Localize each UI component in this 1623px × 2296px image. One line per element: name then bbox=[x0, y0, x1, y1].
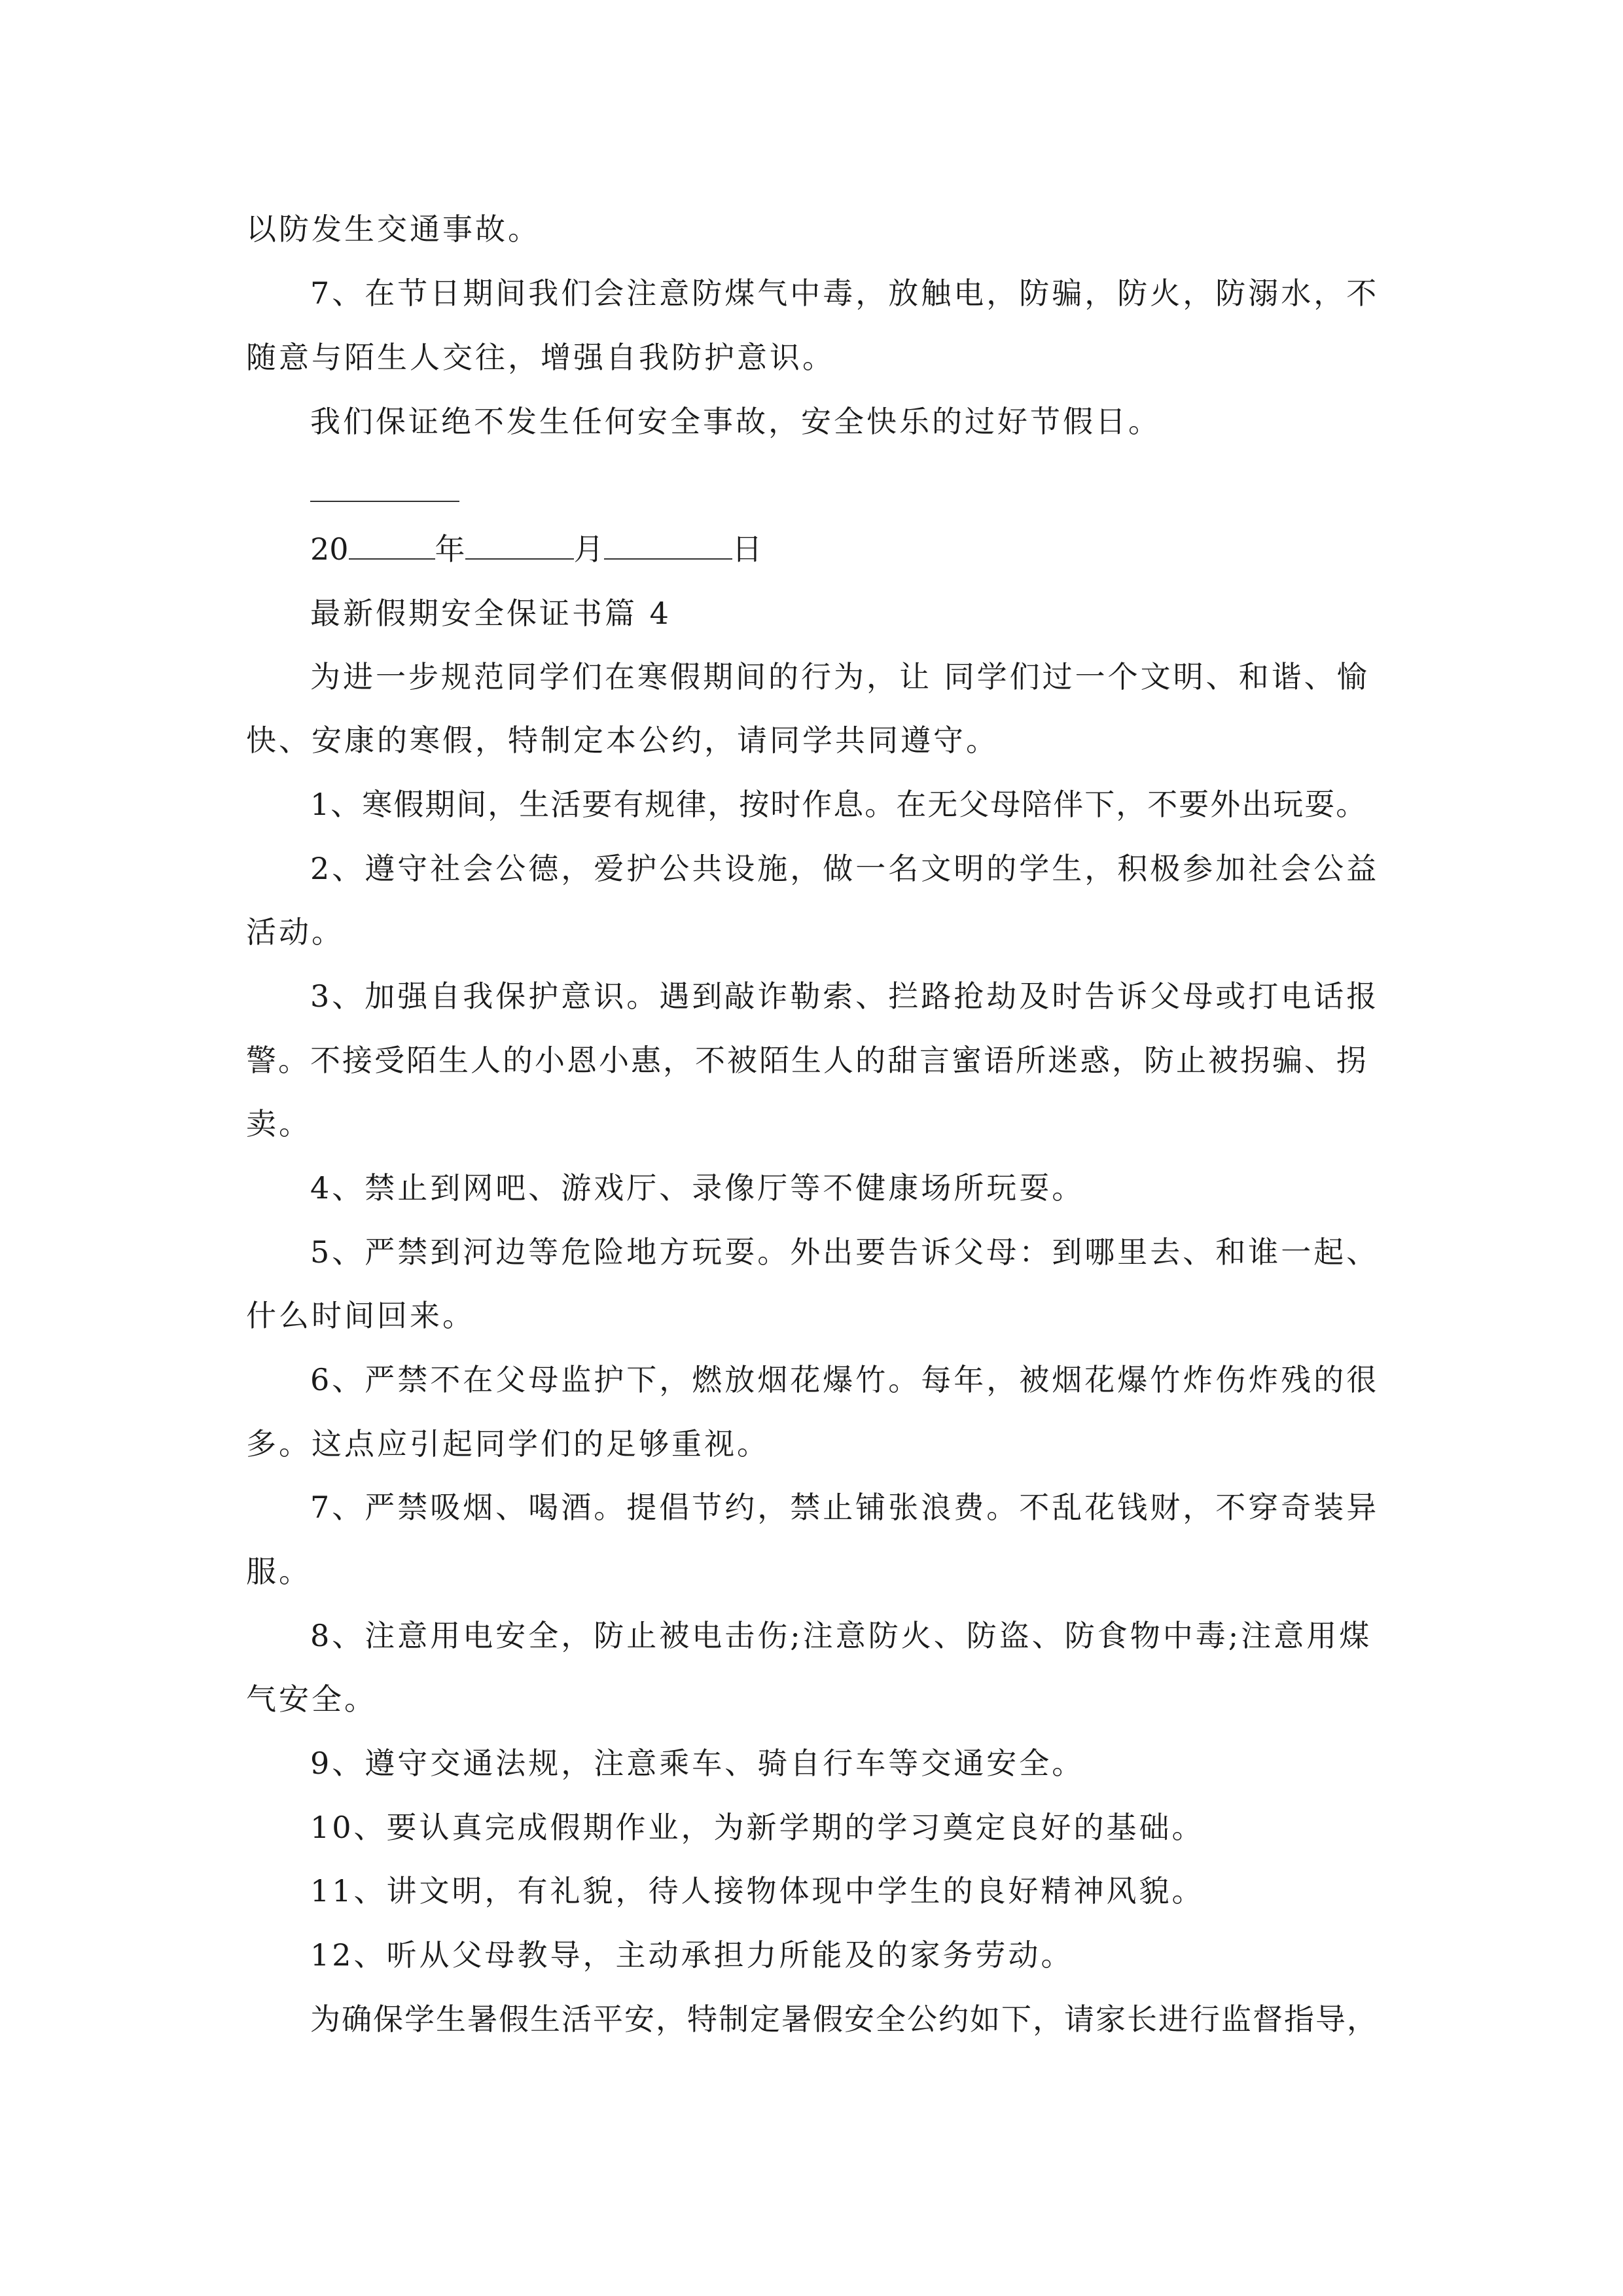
paragraph-line: 5、严禁到河边等危险地方玩耍。外出要告诉父母：到哪里去、和谁一起、 bbox=[310, 1234, 1380, 1270]
paragraph-line: 9、遵守交通法规，注意乘车、骑自行车等交通安全。 bbox=[310, 1746, 1085, 1781]
paragraph-line: 7、严禁吸烟、喝酒。提倡节约，禁止铺张浪费。不乱花钱财，不穿奇装异 bbox=[310, 1490, 1380, 1525]
paragraph-line: 快、安康的寒假，特制定本公约，请同学共同遵守。 bbox=[246, 723, 999, 758]
paragraph-line: 为进一步规范同学们在寒假期间的行为，让 同学们过一个文明、和谐、愉 bbox=[310, 659, 1370, 694]
paragraph-line: 4、禁止到网吧、游戏厅、录像厅等不健康场所玩耍。 bbox=[310, 1170, 1085, 1206]
date-month-label: 月 bbox=[573, 531, 604, 567]
paragraph-line: 8、注意用电安全，防止被电击伤;注意防火、防盗、防食物中毒;注意用煤 bbox=[310, 1618, 1372, 1653]
paragraph-line: 活动。 bbox=[246, 914, 344, 950]
date-day-label: 日 bbox=[732, 531, 762, 567]
month-blank bbox=[465, 529, 574, 560]
paragraph-line: 什么时间回来。 bbox=[246, 1298, 475, 1333]
section-title: 最新假期安全保证书篇 4 bbox=[310, 596, 671, 631]
date-year-label: 年 bbox=[435, 531, 465, 567]
paragraph-line: 6、严禁不在父母监护下，燃放烟花爆竹。每年，被烟花爆竹炸伤炸残的很 bbox=[310, 1362, 1380, 1397]
paragraph-line: 警。不接受陌生人的小恩小惠，不被陌生人的甜言蜜语所迷惑，防止被拐骗、拐 bbox=[246, 1043, 1368, 1078]
paragraph-line: 12、听从父母教导，主动承担力所能及的家务劳动。 bbox=[310, 1937, 1074, 1973]
day-blank bbox=[604, 529, 732, 560]
paragraph-line: 气安全。 bbox=[246, 1681, 377, 1717]
signature-blank bbox=[310, 501, 459, 502]
date-prefix: 20 bbox=[310, 531, 349, 567]
paragraph-line: 3、加强自我保护意识。遇到敲诈勒索、拦路抢劫及时告诉父母或打电话报 bbox=[310, 978, 1380, 1014]
date-line bbox=[310, 529, 762, 569]
paragraph-line: 随意与陌生人交往，增强自我防护意识。 bbox=[246, 340, 835, 375]
paragraph-line: 服。 bbox=[246, 1554, 312, 1589]
paragraph-line: 我们保证绝不发生任何安全事故，安全快乐的过好节假日。 bbox=[310, 404, 1161, 439]
year-blank bbox=[349, 529, 435, 560]
paragraph-line: 7、在节日期间我们会注意防煤气中毒，放触电，防骗，防火，防溺水，不 bbox=[310, 276, 1380, 311]
paragraph-line: 为确保学生暑假生活平安，特制定暑假安全公约如下，请家长进行监督指导， bbox=[310, 2001, 1378, 2037]
paragraph-line: 1、寒假期间，生活要有规律，按时作息。在无父母陪伴下，不要外出玩耍。 bbox=[310, 787, 1368, 822]
paragraph-line: 11、讲文明，有礼貌，待人接物体现中学生的良好精神风貌。 bbox=[310, 1873, 1205, 1909]
paragraph-line: 卖。 bbox=[246, 1106, 312, 1141]
paragraph-line: 以防发生交通事故。 bbox=[246, 211, 541, 247]
paragraph-line: 多。这点应引起同学们的足够重视。 bbox=[246, 1426, 770, 1462]
paragraph-line: 2、遵守社会公德，爱护公共设施，做一名文明的学生，积极参加社会公益 bbox=[310, 851, 1380, 886]
paragraph-line: 10、要认真完成假期作业，为新学期的学习奠定良好的基础。 bbox=[310, 1810, 1205, 1845]
